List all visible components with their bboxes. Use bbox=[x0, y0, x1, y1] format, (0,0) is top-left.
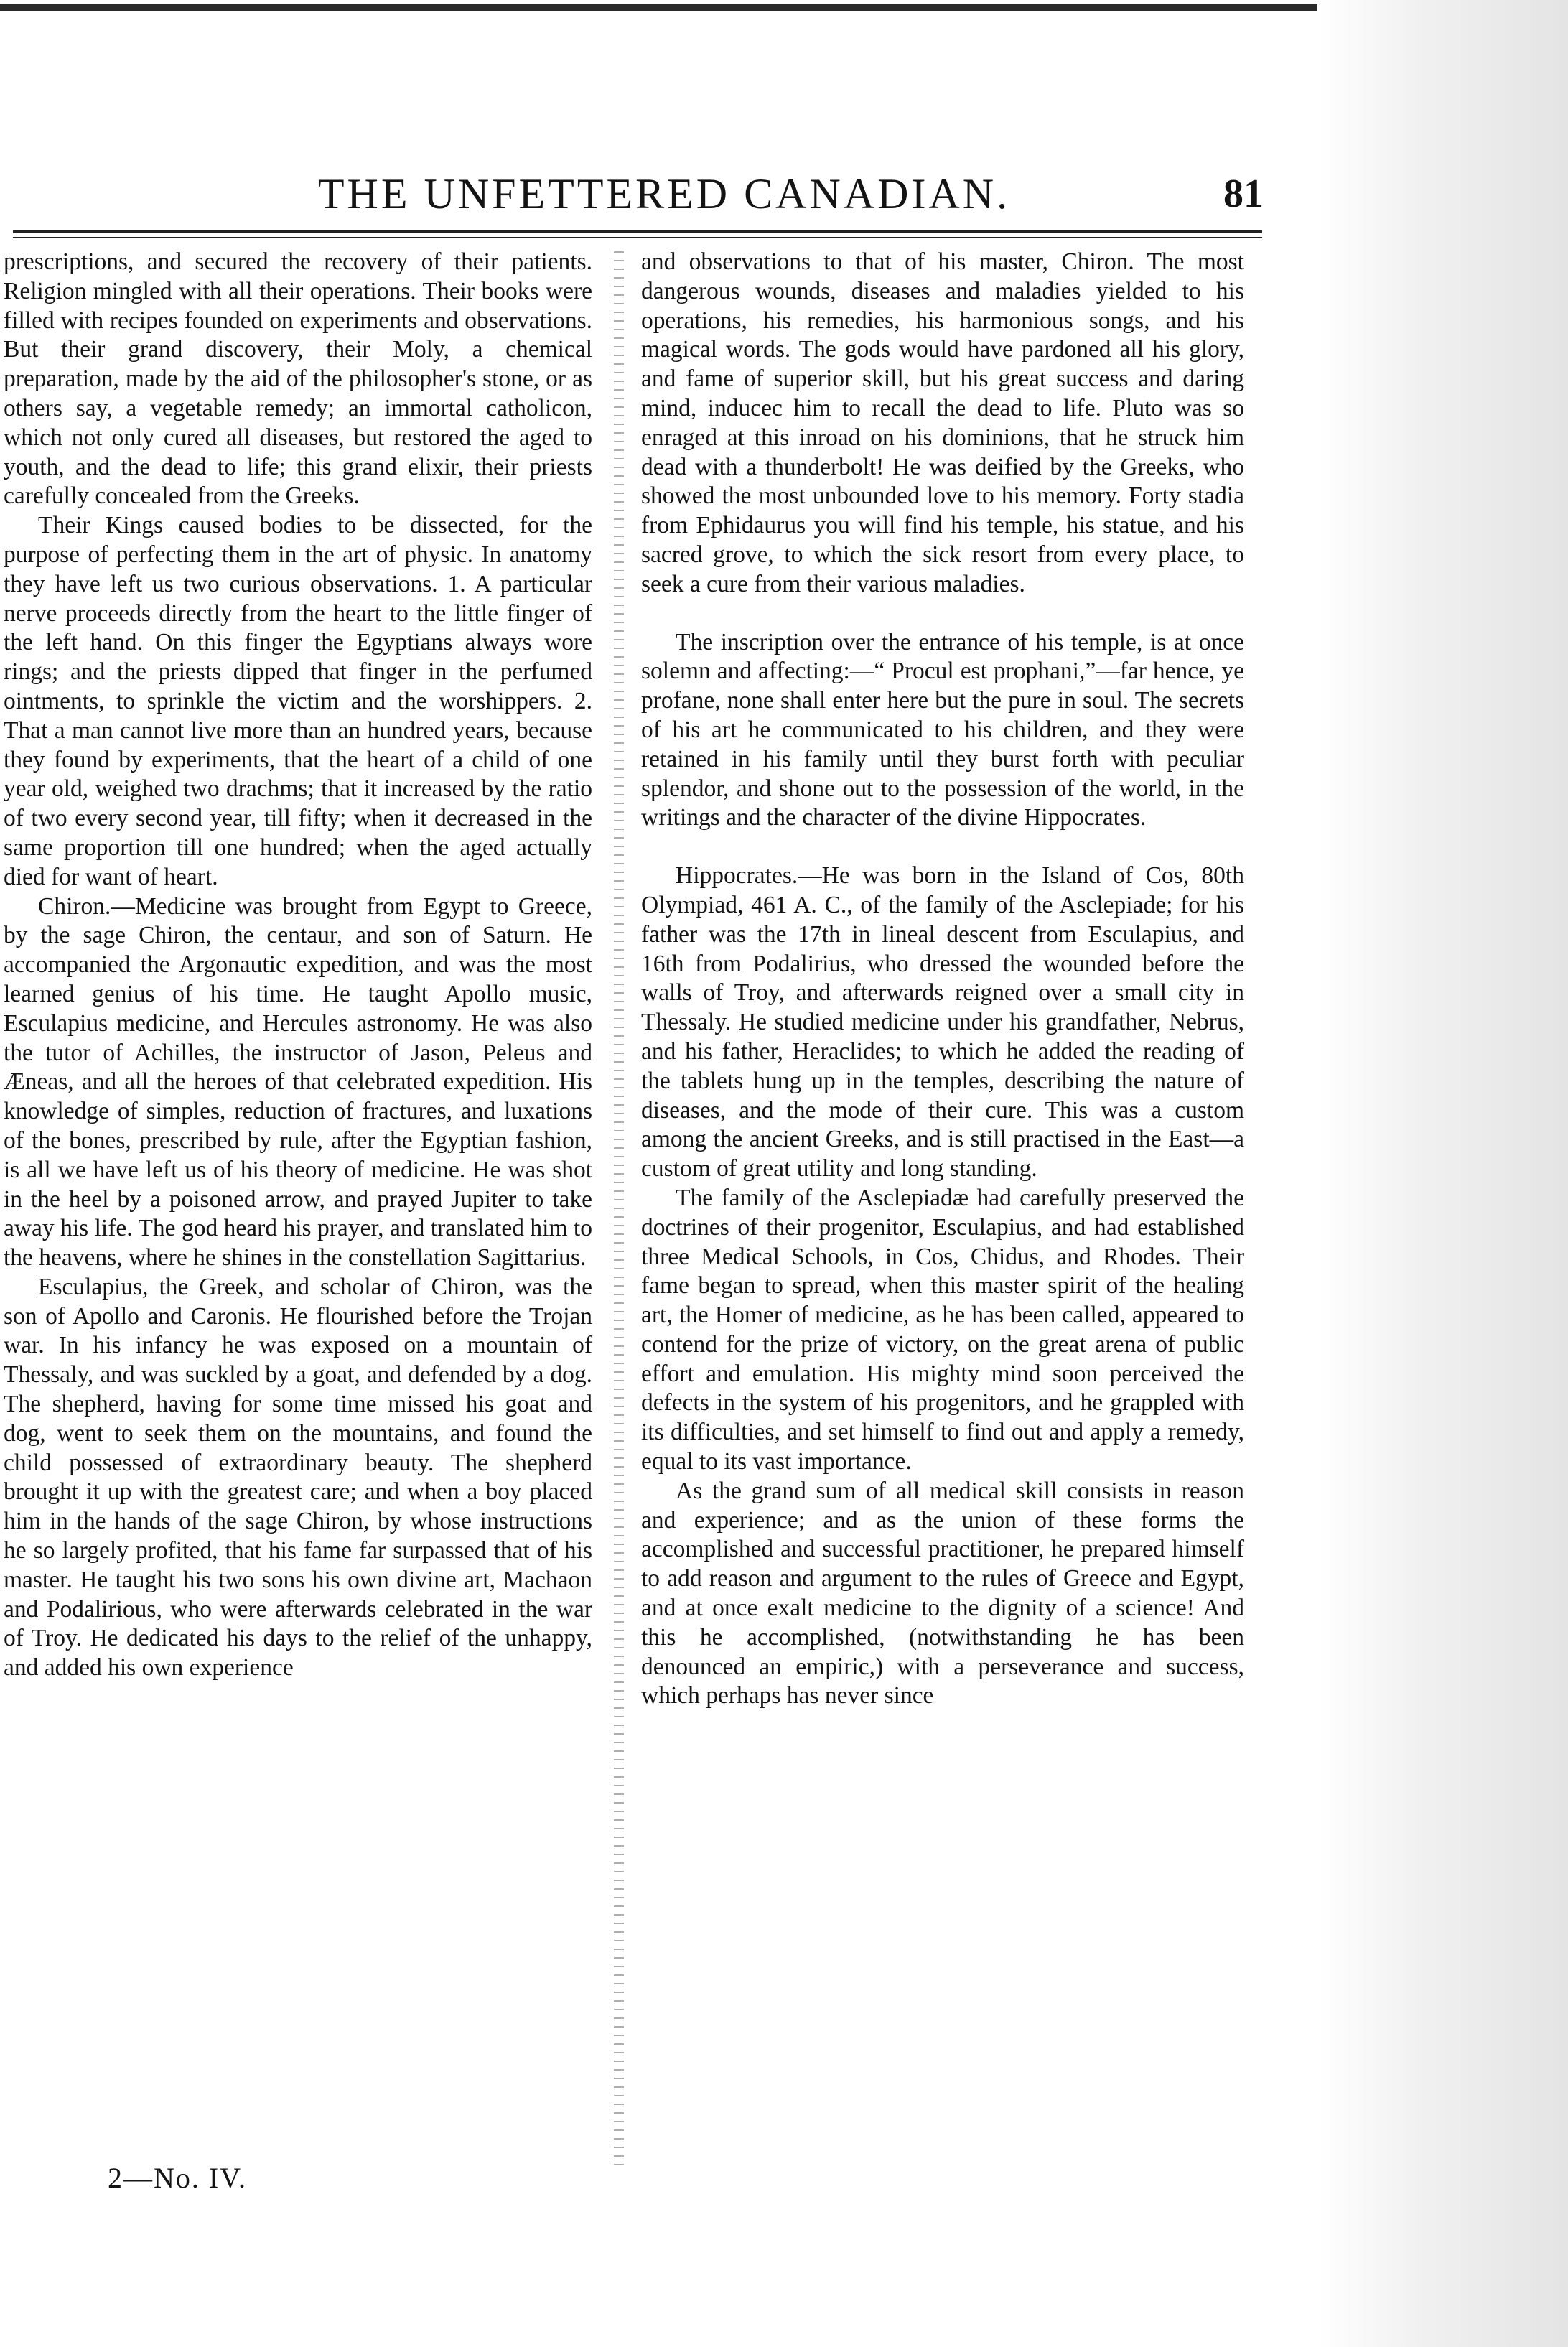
page-number: 81 bbox=[1223, 172, 1264, 216]
paragraph: Hippocrates.—He was born in the Island of Cos, 80th Olympiad, 461 A. C., of the family of the Asclepiade; for his father was the 17th in lineal descent from Esculapius, and 16th from Podalirius, who dressed the wounded before the walls of Troy, and afterwards reigned over a small city in Thessaly. He studied medicine under his grandfather, Nebrus, and his father, Heraclides; to which he added the reading of the tablets hung up in the temples, describing the nature of diseases, and the mode of their cure. This was a custom among the ancient Greeks, and is still practised in the East—a custom of great utility and long standing. bbox=[641, 862, 1244, 1182]
paragraph: The inscription over the entrance of his temple, is at once solemn and affecting:—“ Procul est prophani,”—far hence, ye profane, none shall enter here but the pure in soul. The secrets of his art he communicated to his children, and they were retained in his family until they burst forth with peculiar splendor, and shone out to the possession of the world, in the writings and the character of the divine Hippocrates. bbox=[641, 628, 1244, 831]
paragraph: prescriptions, and secured the recovery of their patients. Religion mingled with all their operations. Their books were filled with recipes founded on experiments and observations. But their grand discovery, their Moly, a chemical preparation, made by the aid of the philosopher's stone, or as others say, a vegetable remedy; an immortal catholicon, which not only cured all diseases, but restored the aged to youth, and the dead to life; this grand elixir, their priests carefully concealed from the Greeks. bbox=[4, 248, 592, 510]
header-rule-thin bbox=[13, 237, 1262, 238]
paragraph: Chiron.—Medicine was brought from Egypt to Greece, by the sage Chiron, the centaur, and son of Saturn. He accompanied the Argonautic expedition, and was the most learned genius of his time. He taught Apollo music, Esculapius medicine, and Hercules astronomy. He was also the tutor of Achilles, the instructor of Jason, Peleus and Æneas, and all the heroes of that celebrated expedition. His knowledge of simples, reduction of fractures, and luxations of the bones, prescribed by rule, after the Egyptian fashion, is all we have left us of his theory of medicine. He was shot in the heel by a poisoned arrow, and prayed Jupiter to take away his life. The god heard his prayer, and translated him to the heavens, where he shines in the constellation Sagittarius. bbox=[4, 892, 592, 1272]
paragraph: Esculapius, the Greek, and scholar of Chiron, was the son of Apollo and Caronis. He flourished before the Trojan war. In his infancy he was exposed on a mountain of Thessaly, and was suckled by a goat, and defended by a dog. The shepherd, having for some time missed his goat and dog, went to seek them on the mountains, and found the child possessed of extraordinary beauty. The shepherd brought it up with the greatest care; and when a boy placed him in the hands of the sage Chiron, by whose instructions he so largely profited, that his fame far surpassed that of his master. He taught his two sons his own divine art, Machaon and Podalirious, who were afterwards celebrated in the war of Troy. He dedicated his days to the relief of the unhappy, and added his own experience bbox=[4, 1273, 592, 1681]
paragraph-gap bbox=[641, 833, 1244, 862]
page-margin-shadow bbox=[1317, 0, 1568, 2347]
column-divider bbox=[614, 248, 624, 2172]
paragraph: Their Kings caused bodies to be dissected, for the purpose of perfecting them in the art of physic. In anatomy they have left us two curious observations. 1. A particular nerve proceeds directly from the heart to the little finger of the left hand. On this finger the Egyptians always wore rings; and the priests dipped that finger in the perfumed ointments, to sprinkle the victim and the worshippers. 2. That a man cannot live more than an hundred years, because they found by experiments, that the heart of a child of one year old, weighed two drachms; that it increased by the ratio of two every second year, till fifty; when it decreased in the same proportion till one hundred; when the aged actually died for want of heart. bbox=[4, 512, 592, 890]
paragraph-gap bbox=[641, 599, 1244, 628]
running-header bbox=[0, 165, 1328, 223]
right-column bbox=[641, 248, 1244, 1711]
journal-title: THE UNFETTERED CANADIAN. bbox=[317, 170, 1011, 218]
header-rule-thick bbox=[13, 230, 1262, 233]
paragraph: As the grand sum of all medical skill consists in reason and experience; and as the union of these forms the accomplished and successful practitioner, he prepared himself to add reason and argument to the rules of Greece and Egypt, and at once exalt medicine to the dignity of a science! And this he accomplished, (notwithstanding he has been denounced an empiric,) with a perseverance and success, which perhaps has never since bbox=[641, 1477, 1244, 1709]
paragraph: and observations to that of his master, Chiron. The most dangerous wounds, diseases and maladies yielded to his operations, his remedies, his harmonious songs, and his magical words. The gods would have pardoned all his glory, and fame of superior skill, but his great success and daring mind, inducec him to recall the dead to life. Pluto was so enraged at this inroad on his dominions, that he struck him dead with a thunderbolt! He was deified by the Greeks, who showed the most unbounded love to his memory. Forty stadia from Ephidaurus you will find his temple, his statue, and his sacred grove, to which the sick resort from every place, to seek a cure from their various maladies. bbox=[641, 248, 1244, 597]
left-column bbox=[4, 248, 592, 1683]
paragraph: The family of the Asclepiadæ had carefully preserved the doctrines of their progenitor, Esculapius, and had established three Medical Schools, in Cos, Chidus, and Rhodes. Their fame began to spread, when this master spirit of the healing art, the Homer of medicine, as he has been called, appeared to contend for the prize of victory, on the great arena of public effort and emulation. His mighty mind soon perceived the defects in the system of his progenitors, and he grappled with its difficulties, and set himself to find out and apply a remedy, equal to its vast importance. bbox=[641, 1184, 1244, 1475]
signature-mark: 2—No. IV. bbox=[108, 2162, 247, 2194]
